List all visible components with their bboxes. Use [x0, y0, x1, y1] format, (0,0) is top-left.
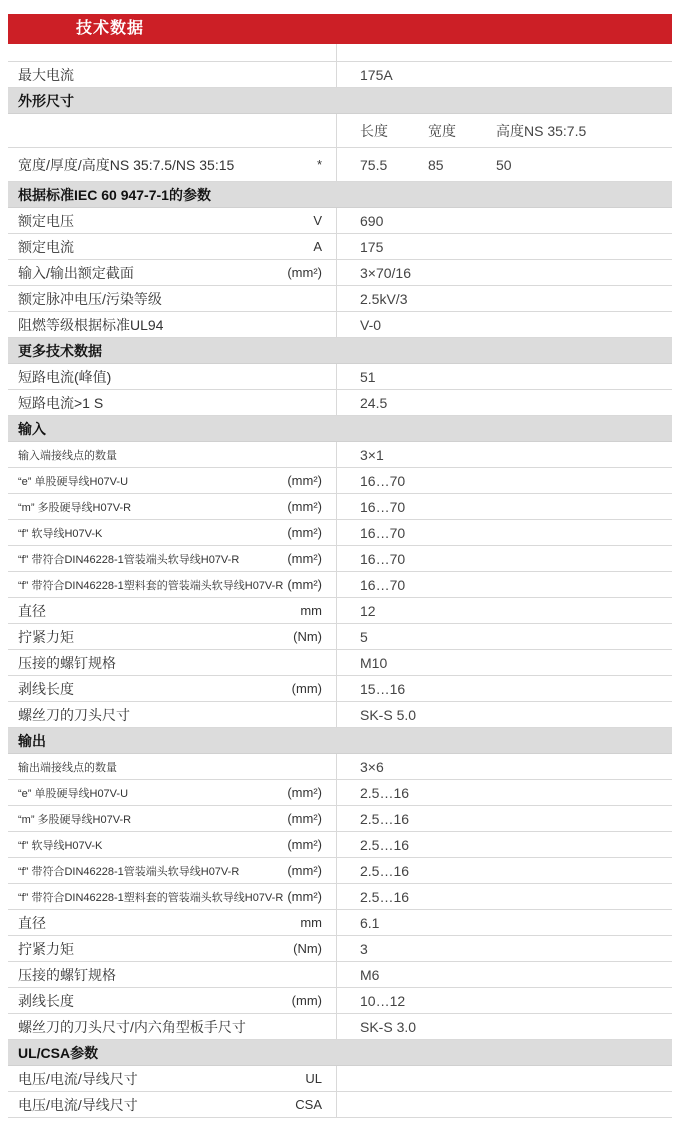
row-unit: (mm²): [287, 577, 322, 592]
row-value: 16…70: [360, 550, 406, 567]
section-header: [8, 1040, 672, 1066]
section-header: [8, 338, 672, 364]
row-value: 10…12: [360, 992, 406, 1009]
row-unit: mm: [300, 603, 322, 618]
row-label: 输入/输出额定截面: [18, 264, 134, 281]
row-label: 直径: [18, 914, 46, 931]
row-unit: (mm²): [287, 551, 322, 566]
table-row: [8, 650, 672, 676]
spacer-row: [8, 44, 672, 62]
table-row: [8, 114, 672, 148]
row-value: 16…70: [360, 498, 406, 515]
row-value: 2.5…16: [360, 810, 410, 827]
row-value: 175A: [360, 66, 393, 83]
dim-value-width: 85: [428, 156, 444, 173]
row-label: “f” 软导线H07V-K: [18, 839, 103, 852]
row-label: “m” 多股硬导线H07V-R: [18, 501, 132, 514]
section-title: 外形尺寸: [18, 92, 74, 109]
section-header: [8, 728, 672, 754]
section-title: 更多技术数据: [18, 342, 102, 359]
table-row: [8, 390, 672, 416]
table-row: [8, 988, 672, 1014]
row-value: 24.5: [360, 394, 388, 411]
row-label: 拧紧力矩: [18, 940, 74, 957]
row-value: 175: [360, 238, 384, 255]
row-value: 16…70: [360, 576, 406, 593]
table-row: [8, 702, 672, 728]
table-row: [8, 494, 672, 520]
page-title: 技术数据: [75, 20, 144, 37]
row-value: 6.1: [360, 914, 380, 931]
row-value: 3×1: [360, 446, 384, 463]
row-value: SK-S 5.0: [360, 706, 417, 723]
row-value: M6: [360, 966, 380, 983]
table-row: [8, 572, 672, 598]
row-value: 3: [360, 940, 368, 957]
table-row: [8, 286, 672, 312]
table-row: [8, 148, 672, 182]
dim-header-length: 长度: [360, 122, 388, 139]
row-value: 2.5…16: [360, 784, 410, 801]
table-row: [8, 910, 672, 936]
row-unit: A: [313, 239, 322, 254]
row-unit: (mm²): [287, 811, 322, 826]
row-value: 2.5kV/3: [360, 290, 408, 307]
section-title: 输出: [18, 732, 46, 749]
section-header: [8, 88, 672, 114]
dim-header-width: 宽度: [428, 122, 456, 139]
row-unit: (mm²): [287, 473, 322, 488]
section-header: [8, 416, 672, 442]
row-label: “f” 带符合DIN46228-1管装端头软导线H07V-R: [18, 553, 240, 566]
table-row: [8, 936, 672, 962]
row-label: “f” 软导线H07V-K: [18, 527, 103, 540]
row-unit: *: [316, 157, 322, 172]
row-unit: (mm²): [287, 265, 322, 280]
row-label: 额定脉冲电压/污染等级: [18, 290, 162, 307]
table-row: [8, 962, 672, 988]
row-value: 3×6: [360, 758, 384, 775]
table-row: [8, 312, 672, 338]
table-row: [8, 546, 672, 572]
row-label: 额定电压: [18, 212, 74, 229]
table-row: [8, 780, 672, 806]
table-row: [8, 754, 672, 780]
table-row: [8, 676, 672, 702]
table-row: [8, 260, 672, 286]
row-unit: V: [313, 213, 322, 228]
section-title: UL/CSA参数: [18, 1044, 99, 1061]
dim-value-height: 50: [496, 156, 512, 173]
row-unit: mm: [300, 915, 322, 930]
table-row: [8, 520, 672, 546]
table-row: [8, 468, 672, 494]
row-unit: (mm²): [287, 785, 322, 800]
row-value: 2.5…16: [360, 836, 410, 853]
row-label: 压接的螺钉规格: [18, 966, 116, 983]
row-label: 最大电流: [18, 66, 74, 83]
row-unit: (mm²): [287, 525, 322, 540]
row-unit: (Nm): [293, 941, 322, 956]
row-label: 短路电流>1 S: [18, 394, 104, 411]
row-unit: (mm²): [287, 889, 322, 904]
table-row: [8, 806, 672, 832]
row-value: M10: [360, 654, 388, 671]
table-row: [8, 884, 672, 910]
row-unit: CSA: [295, 1097, 322, 1112]
section-title: 根据标准IEC 60 947-7-1的参数: [18, 186, 211, 203]
row-label: “e” 单股硬导线H07V-U: [18, 787, 129, 800]
table-row: [8, 624, 672, 650]
row-value: 5: [360, 628, 368, 645]
table-row: [8, 1092, 672, 1118]
table-row: [8, 598, 672, 624]
table-row: [8, 858, 672, 884]
row-label: 电压/电流/导线尺寸: [18, 1096, 138, 1113]
row-label: “f” 带符合DIN46228-1塑料套的管装端头软导线H07V-R: [18, 579, 284, 592]
dim-header-height: 高度NS 35:7.5: [496, 122, 587, 139]
table-row: [8, 234, 672, 260]
row-value: 690: [360, 212, 384, 229]
dim-value-length: 75.5: [360, 156, 388, 173]
row-unit: (mm²): [287, 863, 322, 878]
table-row: [8, 364, 672, 390]
row-value: 12: [360, 602, 376, 619]
row-label: 拧紧力矩: [18, 628, 74, 645]
row-value: SK-S 3.0: [360, 1018, 417, 1035]
row-value: V-0: [360, 316, 382, 333]
row-value: 2.5…16: [360, 862, 410, 879]
row-label: “f” 带符合DIN46228-1管装端头软导线H07V-R: [18, 865, 240, 878]
row-value: 2.5…16: [360, 888, 410, 905]
section-title: 输入: [18, 420, 46, 437]
row-unit: (mm): [291, 681, 322, 696]
row-label: “m” 多股硬导线H07V-R: [18, 813, 132, 826]
row-label: “f” 带符合DIN46228-1塑料套的管装端头软导线H07V-R: [18, 891, 284, 904]
row-label: 宽度/厚度/高度NS 35:7.5/NS 35:15: [18, 156, 235, 173]
row-value: 16…70: [360, 472, 406, 489]
row-value: 51: [360, 368, 376, 385]
row-unit: (mm²): [287, 499, 322, 514]
section-header: [8, 182, 672, 208]
table-row: [8, 442, 672, 468]
table-row: [8, 832, 672, 858]
table-row: [8, 208, 672, 234]
row-label: 额定电流: [18, 238, 74, 255]
row-label: 电压/电流/导线尺寸: [18, 1070, 138, 1087]
row-label: 短路电流(峰值): [18, 368, 112, 385]
row-label: 剥线长度: [18, 680, 74, 697]
row-label: 螺丝刀的刀头尺寸/内六角型板手尺寸: [18, 1018, 246, 1035]
row-label: 直径: [18, 602, 46, 619]
row-unit: (mm): [291, 993, 322, 1008]
row-label: 剥线长度: [18, 992, 74, 1009]
spec-table: [8, 44, 672, 1118]
row-unit: (mm²): [287, 837, 322, 852]
row-label: 螺丝刀的刀头尺寸: [18, 706, 130, 723]
row-unit: UL: [305, 1071, 322, 1086]
row-label: 输出端接线点的数量: [18, 761, 117, 774]
table-row: [8, 1014, 672, 1040]
table-row: [8, 1066, 672, 1092]
row-value: 15…16: [360, 680, 406, 697]
row-label: “e” 单股硬导线H07V-U: [18, 475, 129, 488]
row-label: 压接的螺钉规格: [18, 654, 116, 671]
row-label: 输入端接线点的数量: [18, 449, 117, 462]
row-value: 3×70/16: [360, 264, 411, 281]
row-unit: (Nm): [293, 629, 322, 644]
table-row: [8, 62, 672, 88]
row-value: 16…70: [360, 524, 406, 541]
row-label: 阻燃等级根据标准UL94: [18, 316, 164, 333]
